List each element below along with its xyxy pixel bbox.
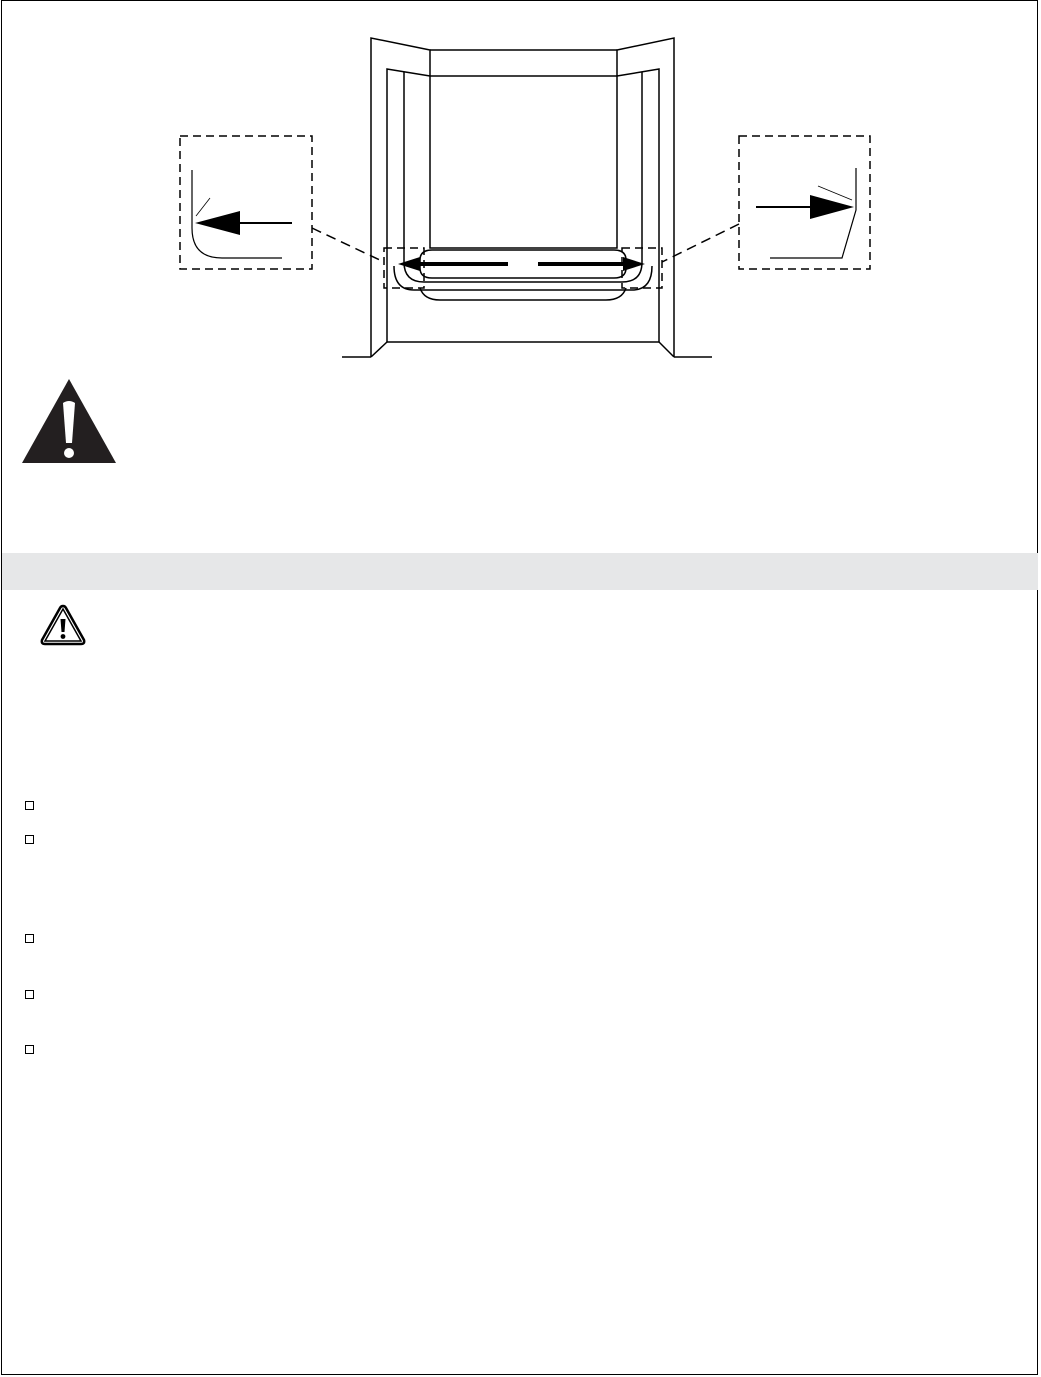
checklist-checkbox[interactable] xyxy=(25,990,34,999)
warning-triangle-icon xyxy=(20,377,118,465)
checklist-checkbox[interactable] xyxy=(25,835,34,844)
checklist-checkbox[interactable] xyxy=(25,934,34,943)
bathtub-diagram xyxy=(0,0,1041,380)
section-header xyxy=(2,553,1038,590)
caution-triangle-icon xyxy=(39,603,87,647)
section-title xyxy=(2,553,1038,571)
checklist-checkbox[interactable] xyxy=(25,1045,34,1054)
checklist-checkbox[interactable] xyxy=(25,801,34,810)
